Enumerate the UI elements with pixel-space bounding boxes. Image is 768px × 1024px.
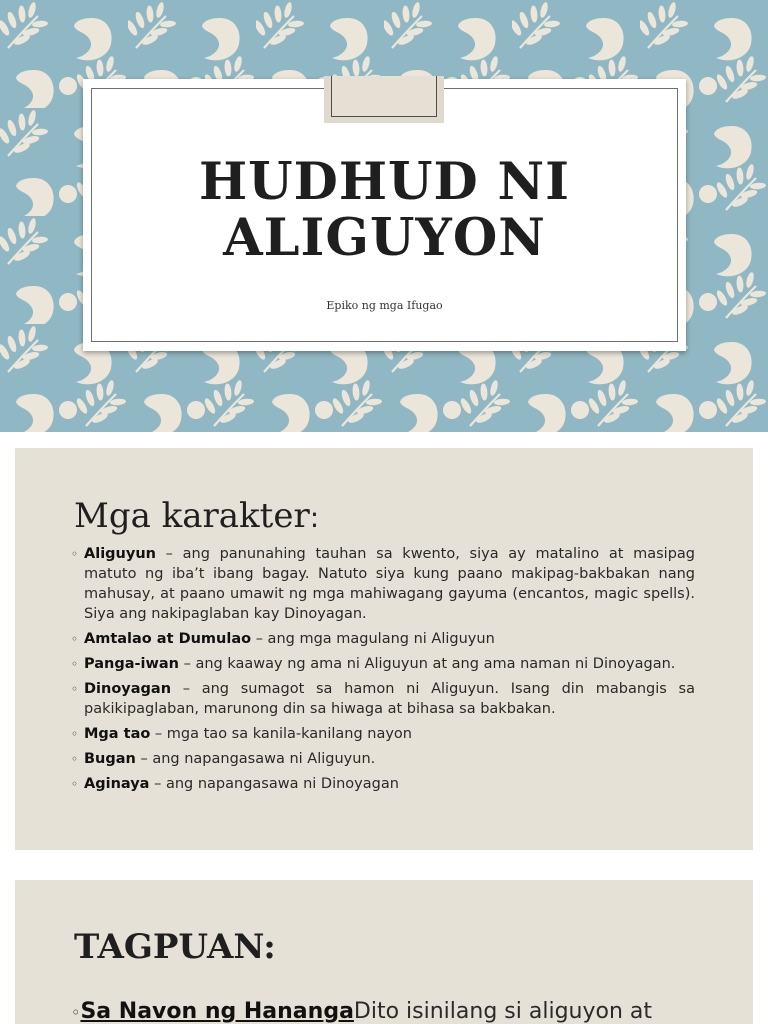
character-name: Aginaya: [84, 776, 150, 792]
title-card-tab-inner: [331, 76, 437, 117]
bullet: ◦: [71, 777, 79, 791]
characters-heading-colon: :: [309, 501, 320, 534]
list-item: [71, 679, 695, 719]
subtitle: Epiko ng mga Ifugao: [326, 299, 443, 312]
page-title: [83, 154, 686, 266]
character-desc: – ang napangasawa ni Aliguyun.: [135, 751, 376, 767]
characters-heading-text: Mga karakter: [74, 496, 310, 536]
bullet: ◦: [71, 682, 79, 696]
title-line-1: HUDHUD NI: [198, 152, 570, 212]
title-card-tab: [324, 76, 444, 123]
bullet: ◦: [71, 547, 79, 561]
list-item: [71, 774, 695, 794]
character-name: Bugan: [84, 751, 136, 767]
bullet: ◦: [71, 657, 79, 671]
characters-heading: [74, 494, 319, 540]
character-name: Dinoyagan: [84, 681, 172, 697]
character-desc: – ang napangasawa ni Dinoyagan: [149, 776, 399, 792]
bullet: ◦: [71, 1003, 81, 1022]
character-list: [71, 544, 695, 799]
character-desc: – ang kaaway ng ama ni Aliguyun at ang ama naman ni Dinoyagan.: [179, 656, 676, 672]
character-name: Mga tao: [84, 726, 151, 742]
list-item: [71, 629, 695, 649]
list-item: [71, 654, 695, 674]
character-desc: – ang sumagot sa hamon ni Aliguyun. Isang din mabangis sa pakikipaglaban, marunong din sa hiwaga at bihasa sa bakbakan.: [84, 681, 695, 717]
list-item: [71, 724, 695, 744]
character-desc: – ang mga magulang ni Aliguyun: [251, 631, 495, 647]
characters-slide: [15, 448, 753, 850]
bullet: ◦: [71, 752, 79, 766]
setting-slide: [15, 880, 753, 1024]
character-name: Aliguyun: [84, 546, 156, 562]
setting-desc: Dito isinilang si aliguyon at: [353, 999, 652, 1024]
character-name: Amtalao at Dumulao: [84, 631, 252, 647]
bullet: ◦: [71, 632, 79, 646]
list-item: [71, 749, 695, 769]
bullet: ◦: [71, 727, 79, 741]
list-item: [71, 544, 695, 624]
title-slide: [0, 0, 768, 432]
character-desc: – mga tao sa kanila-kanilang nayon: [150, 726, 412, 742]
title-line-2: ALIGUYON: [223, 208, 546, 268]
setting-name: Sa Navon ng Hananga: [80, 999, 354, 1024]
character-desc: – ang panunahing tauhan sa kwento, siya ay matalino at masipag matuto ng iba’t ibang bagay. Natuto siya kung paano makipag-bakbakan nang mahusay, at paano umawit ng mga mahiwagang gayuma (encantos, magic spells). Siya ang nakipaglaban kay Dinoyagan.: [84, 546, 695, 622]
title-card: [83, 79, 686, 351]
setting-heading: TAGPUAN:: [74, 927, 276, 967]
character-name: Panga-iwan: [84, 656, 180, 672]
setting-item: [71, 997, 753, 1024]
